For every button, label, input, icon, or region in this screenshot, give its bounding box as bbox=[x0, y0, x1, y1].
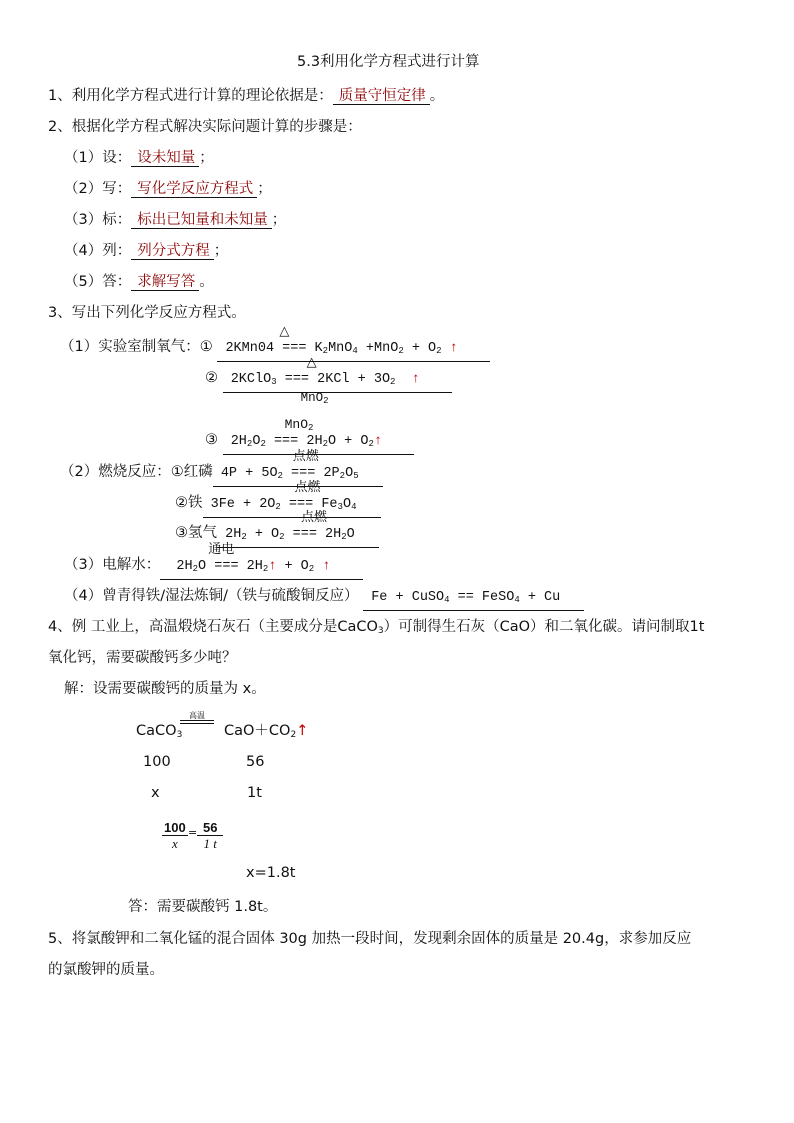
high-temp-condition bbox=[180, 711, 214, 724]
equation-electrolysis: 通电 $2H_2O$ === $2H_2↑ + O_2$ ↑ bbox=[160, 557, 362, 580]
combustion-row-2 bbox=[175, 480, 381, 518]
question-4-line-1: 4、例 工业上，高温煅烧石灰石（主要成分是CaCO$_3$）可制得生石灰（CaO）和二氧化碳。请问制取1t bbox=[48, 619, 705, 636]
oxygen-row-1 bbox=[60, 324, 490, 362]
ignite-label: 点燃 bbox=[301, 510, 328, 525]
denominator: 1 t bbox=[203, 836, 217, 851]
fraction-left bbox=[162, 820, 188, 852]
question-5-line-1: 5、将氯酸钾和二氧化锰的混合固体 30g 加热一段时间，发现剩余固体的质量是 20.4g，求参加反应 bbox=[48, 931, 692, 947]
step-row bbox=[64, 148, 214, 168]
equation-hydrogen: 点燃 $2H_2 + O_2$ === $2H_2O$ bbox=[217, 525, 379, 548]
step-row bbox=[64, 179, 272, 199]
solution-setup: 解：设需要碳酸钙的质量为 x。 bbox=[64, 681, 266, 697]
answer-line: 答：需要碳酸钙 1.8t。 bbox=[128, 899, 278, 915]
answer-blank: 标出已知量和未知量 bbox=[131, 212, 272, 229]
gas-arrow: ↑ bbox=[373, 434, 382, 449]
answer-blank: 列分式方程 bbox=[131, 243, 214, 260]
numerator: 100 bbox=[164, 820, 186, 835]
ignite-label: 点燃 bbox=[294, 480, 321, 495]
question-4-line-2: 氧化钙，需要碳酸钙多少吨？ bbox=[48, 650, 237, 666]
item-label: ①红磷 bbox=[170, 464, 213, 480]
gas-arrow: ↑ bbox=[322, 559, 331, 574]
row-label: （3）电解水： bbox=[64, 557, 161, 573]
known-right: 1t bbox=[247, 785, 262, 801]
step-label: （5）答： bbox=[64, 274, 132, 290]
equation-kclo3: △ 2KClO$_3$ === $2KCl + 3O_2$ ↑ MnO$_2$ bbox=[223, 370, 452, 393]
item-label: ③氢气 bbox=[175, 525, 217, 541]
catalyst-label: MnO$_2$ bbox=[300, 391, 329, 406]
equation-h2o2: MnO$_2$ $2H_2O_2$ === $2H_2O$ + $O_2↑$ bbox=[223, 432, 415, 455]
equation-phosphorus: 点燃 $4P + 5O_2$ === $2P_2O_5$ bbox=[213, 464, 383, 487]
question-3: 3、写出下列化学反应方程式。 bbox=[48, 305, 246, 321]
row-label: （1）实验室制氧气： bbox=[60, 339, 200, 355]
step-label: （4）列： bbox=[64, 243, 132, 259]
catalyst-label: MnO$_2$ bbox=[284, 417, 314, 433]
gas-arrow: ↑ bbox=[296, 723, 309, 739]
item-number: ② bbox=[205, 370, 218, 386]
punct: ； bbox=[271, 212, 287, 228]
iron-copper-row bbox=[64, 586, 584, 611]
ignite-label: 点燃 bbox=[292, 449, 319, 464]
caco3-equation: CaCO$_3$ bbox=[136, 723, 183, 740]
step-label: （2）写： bbox=[64, 181, 132, 197]
answer-blank: 求解写答 bbox=[131, 274, 199, 291]
electrify-label: 通电 bbox=[208, 542, 235, 557]
numerator: 56 bbox=[197, 820, 223, 836]
gas-arrow: ↑ bbox=[411, 372, 420, 387]
combustion-row-1 bbox=[60, 449, 383, 487]
heat-symbol: △ bbox=[306, 355, 317, 370]
gas-arrow: ↑ bbox=[449, 341, 458, 356]
mr-right: 56 bbox=[246, 754, 265, 770]
punct: 。 bbox=[429, 88, 445, 104]
answer-blank: 设未知量 bbox=[131, 150, 199, 167]
punct: 。 bbox=[199, 274, 214, 290]
step-row bbox=[64, 272, 214, 292]
gas-arrow: ↑ bbox=[268, 559, 277, 574]
item-number: ① bbox=[199, 339, 213, 355]
step-row bbox=[64, 241, 228, 261]
equation-kmno4: △ 2KMn04 === $K_2MnO_4 +MnO_2 + O_2$ ↑ bbox=[217, 339, 490, 362]
answer-blank: 写化学反应方程式 bbox=[131, 181, 257, 198]
item-label: ②铁 bbox=[175, 495, 203, 511]
combustion-row-3 bbox=[175, 510, 379, 548]
result: x=1.8t bbox=[246, 865, 296, 881]
item-number: ③ bbox=[205, 432, 218, 448]
question-text: 1、利用化学方程式进行计算的理论依据是： bbox=[48, 88, 333, 104]
products: $CaO+CO_2↑$ bbox=[224, 723, 309, 740]
equals-sign: = bbox=[188, 826, 198, 839]
punct: ； bbox=[213, 243, 229, 259]
row-label: （2）燃烧反应： bbox=[60, 464, 171, 480]
heat-symbol: △ bbox=[279, 324, 290, 339]
punct: ； bbox=[199, 150, 214, 166]
fraction-right bbox=[197, 820, 223, 852]
question-2: 2、根据化学方程式解决实际问题计算的步骤是： bbox=[48, 119, 362, 135]
q4-text: 4、例 工业上，高温煅烧石灰石（主要成分是CaCO bbox=[48, 619, 378, 635]
step-label: （1）设： bbox=[64, 150, 132, 166]
step-row bbox=[64, 210, 286, 230]
step-label: （3）标： bbox=[64, 212, 132, 228]
reactant: CaCO bbox=[136, 723, 177, 739]
mr-left: 100 bbox=[143, 754, 171, 770]
question-5-line-2: 的氯酸钾的质量。 bbox=[48, 962, 164, 978]
product: CaO＋CO bbox=[224, 723, 291, 739]
row-label: （4）曾青得铁/湿法炼铜/（铁与硫酸铜反应） bbox=[64, 588, 359, 604]
equation-iron: 点燃 $3Fe + 2O_2$ === $Fe_3O_4$ bbox=[203, 495, 381, 518]
denominator: x bbox=[171, 836, 178, 851]
equation-fe-cuso4: Fe + CuSO$_4$ == FeSO$_4$ + Cu bbox=[363, 588, 584, 611]
cond-label: 高温 bbox=[189, 711, 205, 720]
electrolysis-row bbox=[64, 542, 363, 580]
answer-blank: 质量守恒定律 bbox=[333, 88, 430, 105]
page-title: 5.3利用化学方程式进行计算 bbox=[297, 54, 480, 70]
unknown-left: x bbox=[151, 785, 160, 801]
q4-text-end: ）可制得生石灰（CaO）和二氧化碳。请问制取1t bbox=[383, 619, 705, 635]
question-1 bbox=[48, 86, 444, 106]
oxygen-row-2 bbox=[205, 355, 452, 406]
punct: ； bbox=[257, 181, 272, 197]
